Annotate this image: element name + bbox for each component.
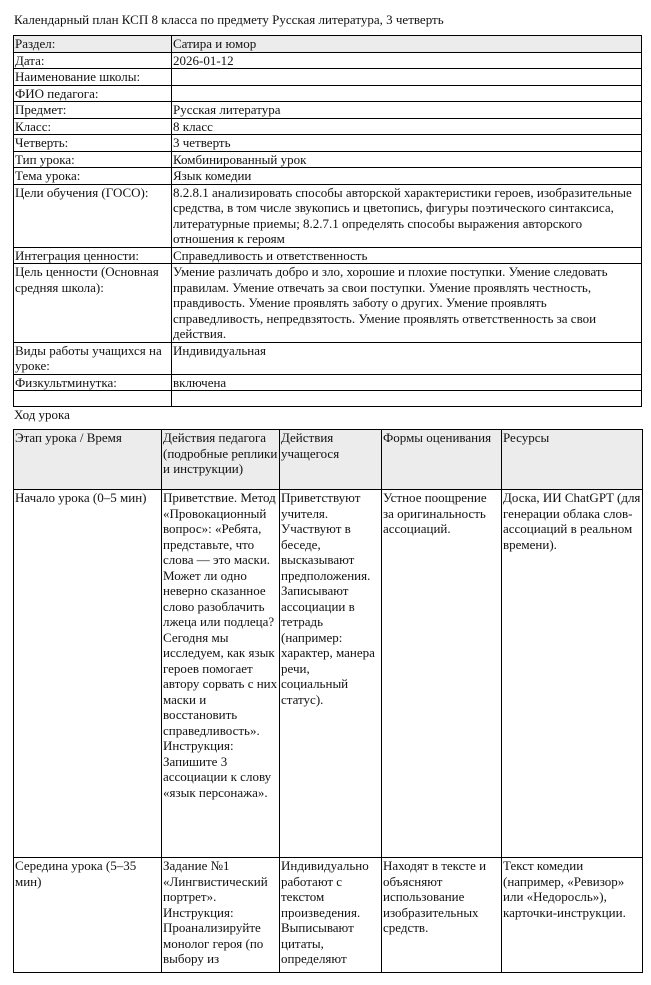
- info-label: Дата:: [14, 52, 172, 69]
- assessment-cell: Устное поощрение за оригинальность ассоциаций.: [382, 490, 502, 858]
- info-row: [14, 342, 642, 374]
- info-row: [14, 85, 642, 102]
- lesson-flow-table: [13, 429, 643, 973]
- assessment-cell: Находят в тексте и объясняют использование изобразительных средств.: [382, 858, 502, 973]
- resources-cell: Текст комедии (например, «Ревизор» или «Недоросль»), карточки-инструкции.: [502, 858, 643, 973]
- info-row: [14, 36, 642, 53]
- info-label: Цели обучения (ГОСО):: [14, 184, 172, 247]
- info-value: Русская литература: [172, 102, 642, 119]
- info-label: Виды работы учащихся на уроке:: [14, 342, 172, 374]
- lesson-header-row: [14, 430, 643, 490]
- info-row: [14, 118, 642, 135]
- info-row: [14, 151, 642, 168]
- teacher-cell: Задание №1 «Лингвистический портрет». Инструкция: Проанализируйте монолог героя (по выбору из: [162, 858, 280, 973]
- info-value: 3 четверть: [172, 135, 642, 152]
- info-value: [172, 85, 642, 102]
- info-value: Язык комедии: [172, 168, 642, 185]
- info-label: Интеграция ценности:: [14, 247, 172, 264]
- info-value: Умение различать добро и зло, хорошие и плохие поступки. Умение следовать правилам. Умение отвечать за свои поступки. Умение проявлять честность, правдивость. Умение проявлять заботу о других. Умение проявлять справедливость, непредвзятость. Умение проявлять ответственность за свои действия.: [172, 264, 642, 343]
- info-row: [14, 247, 642, 264]
- info-row: [14, 391, 642, 407]
- info-value: Справедливость и ответственность: [172, 247, 642, 264]
- info-label: Наименование школы:: [14, 69, 172, 86]
- header-assessment: Формы оценивания: [382, 430, 502, 490]
- info-row: [14, 135, 642, 152]
- resources-cell: Доска, ИИ ChatGPT (для генерации облака слов-ассоциаций в реальном времени).: [502, 490, 643, 858]
- info-label: [14, 391, 172, 407]
- header-resources: Ресурсы: [502, 430, 643, 490]
- student-cell: Индивидуально работают с текстом произведения. Выписывают цитаты, определяют: [280, 858, 382, 973]
- info-label: Раздел:: [14, 36, 172, 53]
- info-row: [14, 102, 642, 119]
- info-row: [14, 168, 642, 185]
- info-label: Четверть:: [14, 135, 172, 152]
- header-teacher: Действия педагога (подробные реплики и инструкции): [162, 430, 280, 490]
- info-label: ФИО педагога:: [14, 85, 172, 102]
- header-stage: Этап урока / Время: [14, 430, 162, 490]
- info-row: [14, 69, 642, 86]
- info-label: Класс:: [14, 118, 172, 135]
- lesson-row-middle: [14, 858, 643, 973]
- info-value: Сатира и юмор: [172, 36, 642, 53]
- lesson-row-start: [14, 490, 643, 858]
- info-row: [14, 264, 642, 343]
- stage-cell: Начало урока (0–5 мин): [14, 490, 162, 858]
- info-label: Тема урока:: [14, 168, 172, 185]
- info-value: 2026-01-12: [172, 52, 642, 69]
- info-row: [14, 374, 642, 391]
- info-value: [172, 69, 642, 86]
- teacher-cell: Приветствие. Метод «Провокационный вопрос»: «Ребята, представьте, что слова — это маски. Может ли одно неверно сказанное слово разоблачить лжеца или подлеца? Сегодня мы исследуем, как язык героев помогает автору сорвать с них маски и восстановить справедливость». Инструкция: Запишите 3 ассоциации к слову «язык персонажа».: [162, 490, 280, 858]
- info-value: 8 класс: [172, 118, 642, 135]
- info-value: включена: [172, 374, 642, 391]
- document-title: Календарный план КСП 8 класса по предмету Русская литература, 3 четверть: [14, 12, 444, 27]
- info-row: [14, 184, 642, 247]
- info-label: Предмет:: [14, 102, 172, 119]
- lesson-flow-title: Ход урока: [14, 407, 70, 422]
- stage-cell: Середина урока (5–35 мин): [14, 858, 162, 973]
- header-student: Действия учащегося: [280, 430, 382, 490]
- student-cell: Приветствуют учителя. Участвуют в беседе, высказывают предположения. Записывают ассоциации в тетрадь (например: характер, манера речи, социальный статус).: [280, 490, 382, 858]
- info-label: Цель ценности (Основная средняя школа):: [14, 264, 172, 343]
- info-row: [14, 52, 642, 69]
- info-value: Индивидуальная: [172, 342, 642, 374]
- info-value: Комбинированный урок: [172, 151, 642, 168]
- info-label: Физкультминутка:: [14, 374, 172, 391]
- lesson-info-table: [13, 35, 642, 407]
- info-value: [172, 391, 642, 407]
- info-value: 8.2.8.1 анализировать способы авторской характеристики героев, изобразительные средства, в том числе звукопись и цветопись, фигуры поэтического синтаксиса, литературные приемы; 8.2.7.1 определять способы выражения авторского отношения к героям: [172, 184, 642, 247]
- info-label: Тип урока:: [14, 151, 172, 168]
